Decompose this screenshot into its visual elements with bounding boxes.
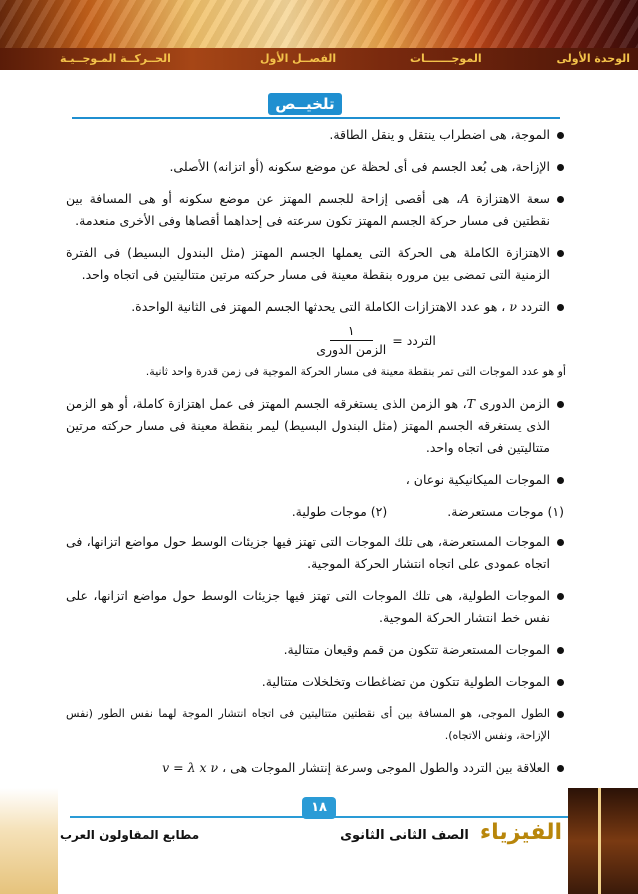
summary-item-complete-oscillation: الاهتزازة الكاملة هى الحركة التى يعملها الجسم المهتز (مثل البندول البسيط) فى الفترة الزمنية التى تمضى بين مروره بنقطة معينة فى مسار حركته مرتين متتاليتين فى اتجاه واحد. — [66, 242, 566, 286]
frequency-symbol: ν — [509, 299, 517, 314]
title-underline — [72, 117, 560, 119]
frequency-formula — [186, 322, 566, 359]
header-unit: الوحدة الأولى — [556, 52, 630, 65]
header-section: الموجـــــــات — [410, 52, 482, 65]
page-title: تلخيــص — [268, 93, 342, 115]
amplitude-symbol: A — [460, 191, 470, 206]
header-chapter: الفصــل الأول — [260, 52, 337, 65]
footer-publisher: مطابع المقاولون العرب — [60, 828, 200, 842]
footer-decoration-right — [568, 788, 638, 894]
formula-numerator: ١ — [330, 322, 373, 341]
header-topic: الحــركــة المـوجــيـة — [60, 52, 171, 65]
header-banner — [0, 0, 638, 48]
formula-denominator: الزمن الدورى — [316, 342, 387, 357]
summary-item-transverse: الموجات المستعرضة، هى تلك الموجات التى تهتز فيها جزيئات الوسط حول مواضع اتزانها، فى اتجاه عمودى على اتجاه انتشار الحركة الموجية. — [66, 531, 566, 575]
summary-item-wave: الموجة، هى اضطراب ينتقل و ينقل الطاقة. — [66, 124, 566, 146]
summary-item-wavelength: الطول الموجى، هو المسافة بين أى نقطتين متتاليتين فى اتجاه انتشار الموجة لهما نفس الطور (نفس الإزاحة، ونفس الاتجاه). — [66, 703, 566, 747]
footer-grade: الصف الثانى الثانوى — [340, 828, 469, 843]
period-symbol: T — [466, 396, 475, 411]
footer-decoration-left — [0, 788, 58, 894]
summary-item-mechanical-waves: الموجات الميكانيكية نوعان ، — [66, 469, 566, 491]
wave-equation: v = λ x ν — [162, 760, 219, 775]
footer-brand — [340, 820, 562, 845]
summary-item-crests: الموجات المستعرضة تتكون من قمم وقيعان متتالية. — [66, 639, 566, 661]
summary-item-amplitude: سعة الاهتزازة A، هى أقصى إزاحة للجسم المهتز عن موضع سكونه أو هى المسافة بين نقطتين فى مسار حركة الجسم المهتز تكون سرعته فى إحداهما أقصاها وفى الأخرى منعدمة. — [66, 188, 566, 232]
wave-type-transverse: (١) موجات مستعرضة. — [447, 504, 564, 519]
summary-item-displacement: الإزاحة، هى بُعد الجسم فى أى لحظة عن موضع سكونه (أو اتزانه) الأصلى. — [66, 156, 566, 178]
summary-content — [66, 124, 566, 789]
page-number: ١٨ — [302, 797, 336, 819]
frequency-note: أو هو عدد الموجات التى تمر بنقطة معينة فى مسار الحركة الموجية فى زمن قدرة واحد ثانية. — [145, 365, 566, 378]
footer-subject: الفيزياء — [479, 820, 562, 845]
wave-type-longitudinal: (٢) موجات طولية. — [291, 504, 388, 519]
formula-fraction — [316, 322, 386, 359]
summary-item-longitudinal: الموجات الطولية، هى تلك الموجات التى تهتز فيها جزيئات الوسط حول مواضع اتزانها، على نفس خط انتشار الحركة الموجية. — [66, 585, 566, 629]
summary-item-compressions: الموجات الطولية تتكون من تضاغطات وتخلخلات متتالية. — [66, 671, 566, 693]
summary-item-frequency: التردد ν ، هو عدد الاهتزازات الكاملة التى يحدثها الجسم المهتز فى الثانية الواحدة. — [66, 296, 566, 318]
summary-item-relation: العلاقة بين التردد والطول الموجى وسرعة إنتشار الموجات هى ، v = λ x ν — [66, 757, 566, 779]
formula-lhs: التردد = — [392, 333, 436, 348]
wave-types — [66, 501, 566, 523]
summary-item-period: الزمن الدورى T، هو الزمن الذى يستغرقه الجسم المهتز فى عمل اهتزازة كاملة، أو هو الزمن الذى يستغرقه الجسم المهتز (مثل البندول البسيط) ليمر بنقطة معينة فى مسار حركته مرتين متتاليتين فى اتجاه واحد. — [66, 393, 566, 459]
